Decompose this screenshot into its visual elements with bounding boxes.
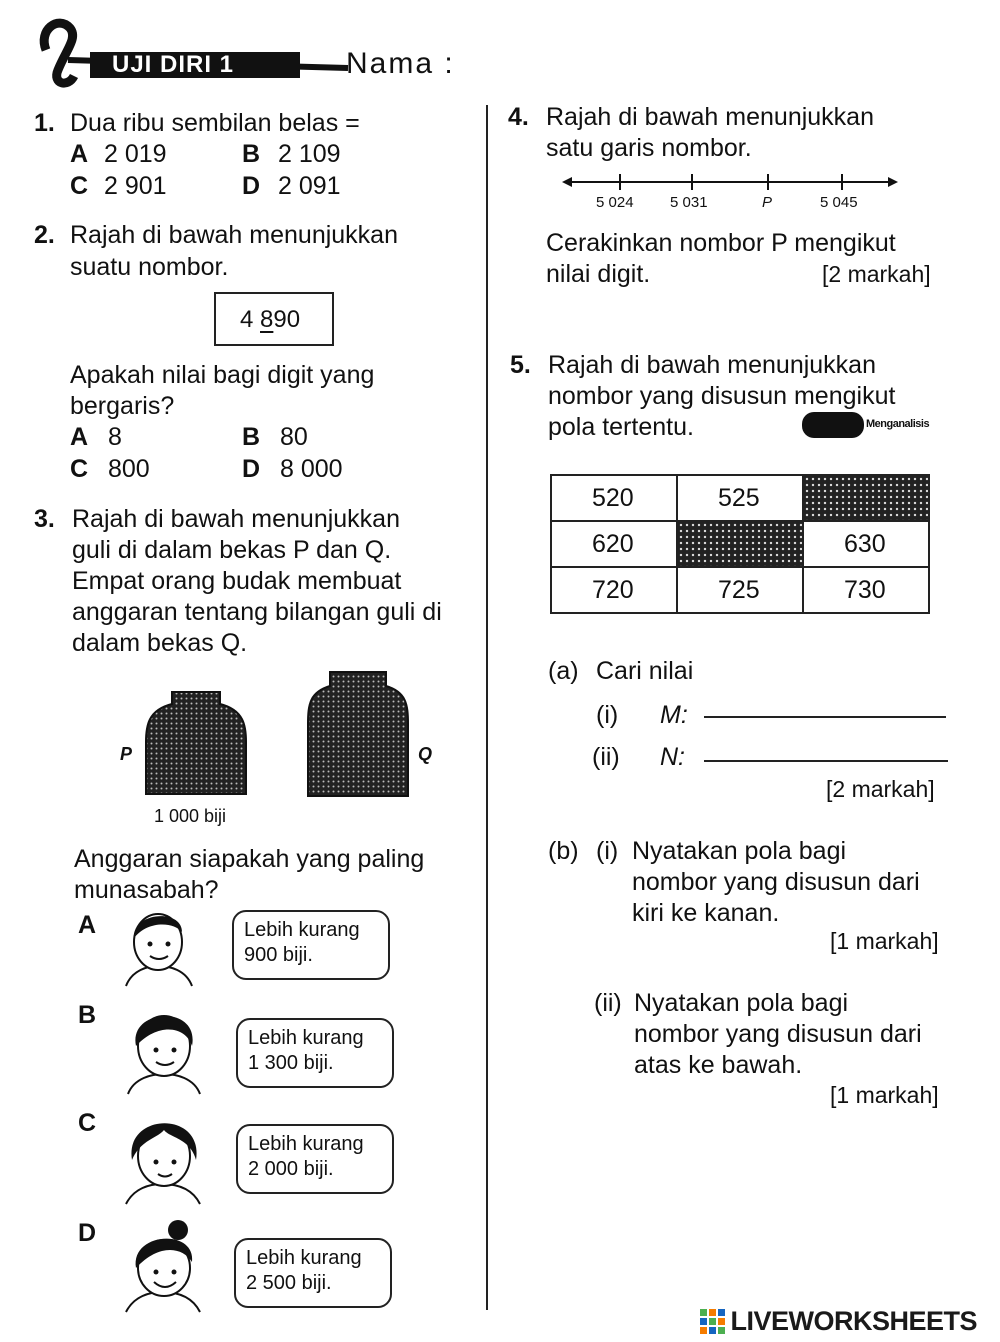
part-b-i-label: (i) — [596, 837, 619, 865]
q3-line4: anggaran tentang bilangan guli di — [72, 598, 442, 626]
q1-option-a-letter[interactable]: A — [70, 140, 89, 168]
q2-option-a-value[interactable]: 8 — [108, 423, 122, 451]
jar-p-icon — [144, 686, 248, 800]
speech-b-line1: Lebih kurang — [248, 1027, 364, 1049]
speech-d-line1: Lebih kurang — [246, 1247, 362, 1269]
q3-number: 3. — [34, 505, 55, 533]
q2-option-c-letter[interactable]: C — [70, 455, 89, 483]
part-b-label: (b) — [548, 837, 579, 865]
speech-a-line1: Lebih kurang — [244, 919, 360, 941]
q3-option-b-letter[interactable]: B — [78, 1001, 97, 1029]
part-b-ii-line3: atas ke bawah. — [634, 1051, 803, 1079]
q4-number: 4. — [508, 103, 529, 131]
speech-bubble-c[interactable] — [236, 1124, 394, 1194]
q4-marks: [2 markah] — [822, 261, 931, 287]
badge-blob — [802, 412, 864, 438]
q1-option-b-value[interactable]: 2 109 — [278, 140, 341, 168]
part-b-ii-line1: Nyatakan pola bagi — [634, 989, 849, 1017]
header-banner — [28, 10, 358, 90]
liveworksheets-logo-icon — [700, 1309, 726, 1335]
part-b-i-line3: kiri ke kanan. — [632, 899, 780, 927]
column-divider — [486, 105, 488, 1310]
number-box — [214, 292, 334, 346]
q2-line1: Rajah di bawah menunjukkan — [70, 221, 398, 249]
jar-q-icon — [306, 664, 410, 802]
q3-question-line2: munasabah? — [74, 876, 219, 904]
answer-line-m[interactable] — [704, 716, 946, 718]
q3-option-c-letter[interactable]: C — [78, 1109, 97, 1137]
q2-option-b-value[interactable]: 80 — [280, 423, 308, 451]
q4-line1: Rajah di bawah menunjukkan — [546, 103, 874, 131]
brand-name: LIVEWORKSHEETS — [730, 1306, 977, 1336]
q3-question-line1: Anggaran siapakah yang paling — [74, 845, 425, 873]
part-b-i-marks: [1 markah] — [830, 928, 939, 954]
speech-bubble-d[interactable] — [234, 1238, 392, 1308]
part-a-ii-var: N: — [660, 743, 685, 771]
liveworksheets-logo[interactable] — [700, 1306, 977, 1336]
q2-option-b-letter[interactable]: B — [242, 423, 261, 451]
part-a-i-label: (i) — [596, 701, 619, 729]
q2-option-a-letter[interactable]: A — [70, 423, 89, 451]
grid-cell: 730 — [803, 567, 929, 613]
number-box-before: 4 — [240, 306, 261, 333]
part-a-label: (a) — [548, 657, 579, 685]
part-a-i-var: M: — [660, 701, 688, 729]
jar-p-caption: 1 000 biji — [154, 806, 227, 826]
number-line — [560, 170, 900, 190]
tick-label-1: 5 024 — [596, 194, 634, 211]
grid-row-2 — [551, 521, 929, 567]
q3-line3: Empat orang budak membuat — [72, 567, 402, 595]
q2-option-d-value[interactable]: 8 000 — [280, 455, 343, 483]
tick-label-4: 5 045 — [820, 194, 858, 211]
speech-d-line2: 2 500 biji. — [246, 1272, 332, 1294]
part-a-marks: [2 markah] — [826, 776, 935, 802]
jar-p-label: P — [120, 744, 133, 764]
grid-cell: 520 — [551, 475, 677, 521]
grid-cell: 725 — [677, 567, 803, 613]
q2-line2: suatu nombor. — [70, 253, 229, 281]
q3-option-d-letter[interactable]: D — [78, 1219, 97, 1247]
part-a-text: Cari nilai — [596, 657, 694, 685]
jar-q-label: Q — [418, 744, 433, 764]
q4-line2: satu garis nombor. — [546, 134, 752, 162]
badge-label: Menganalisis — [866, 418, 930, 430]
q1-option-b-letter[interactable]: B — [242, 140, 261, 168]
tick-label-p: P — [762, 194, 773, 211]
q2-question-line2: bergaris? — [70, 392, 175, 420]
q5-line2: nombor yang disusun mengikut — [548, 382, 896, 410]
grid-cell-m-hidden — [803, 475, 929, 521]
q1-option-d-value[interactable]: 2 091 — [278, 172, 341, 200]
grid-cell: 720 — [551, 567, 677, 613]
grid-cell: 630 — [803, 521, 929, 567]
q1-text: Dua ribu sembilan belas = — [70, 109, 360, 137]
speech-c-line2: 2 000 biji. — [248, 1158, 334, 1180]
part-b-ii-marks: [1 markah] — [830, 1082, 939, 1108]
q2-number: 2. — [34, 221, 55, 249]
q5-line3: pola tertentu. — [548, 413, 694, 441]
q3-line1: Rajah di bawah menunjukkan — [72, 505, 400, 533]
q1-option-d-letter[interactable]: D — [242, 172, 261, 200]
part-a-ii-label: (ii) — [592, 743, 620, 771]
pattern-grid — [550, 474, 930, 614]
part-b-ii-line2: nombor yang disusun dari — [634, 1020, 922, 1048]
q2-option-d-letter[interactable]: D — [242, 455, 261, 483]
speech-c-line1: Lebih kurang — [248, 1133, 364, 1155]
q3-line2: guli di dalam bekas P dan Q. — [72, 536, 392, 564]
part-b-i-line2: nombor yang disusun dari — [632, 868, 920, 896]
underlined-digit: 8 — [260, 306, 274, 333]
girl-bun-face-icon — [118, 1218, 208, 1314]
grid-cell-n-hidden — [677, 521, 803, 567]
grid-cell: 620 — [551, 521, 677, 567]
part-b-ii-label: (ii) — [594, 989, 622, 1017]
q4-task-line1: Cerakinkan nombor P mengikut — [546, 229, 896, 257]
q1-option-c-value[interactable]: 2 901 — [104, 172, 167, 200]
q1-number: 1. — [34, 109, 55, 137]
q3-line5: dalam bekas Q. — [72, 629, 248, 657]
child-face-icon — [118, 1108, 208, 1206]
q2-option-c-value[interactable]: 800 — [108, 455, 150, 483]
answer-line-n[interactable] — [704, 760, 948, 762]
q5-line1: Rajah di bawah menunjukkan — [548, 351, 876, 379]
q4-task-line2: nilai digit. — [546, 260, 651, 288]
girl-face-icon — [118, 1000, 208, 1096]
q1-option-c-letter[interactable]: C — [70, 172, 89, 200]
speech-bubble-a[interactable] — [232, 910, 390, 980]
q1-option-a-value[interactable]: 2 019 — [104, 140, 167, 168]
name-label: Nama : — [346, 47, 455, 80]
q5-number: 5. — [510, 351, 531, 379]
speech-a-line2: 900 biji. — [244, 944, 313, 966]
boy-face-icon — [118, 902, 198, 988]
number-box-after: 90 — [273, 306, 301, 333]
q3-option-a-letter[interactable]: A — [78, 911, 97, 939]
speech-bubble-b[interactable] — [236, 1018, 394, 1088]
grid-row-3 — [551, 567, 929, 613]
grid-row-1 — [551, 475, 929, 521]
q2-question-line1: Apakah nilai bagi digit yang — [70, 361, 375, 389]
tick-label-2: 5 031 — [670, 194, 708, 211]
header-title: UJI DIRI 1 — [112, 51, 235, 78]
speech-b-line2: 1 300 biji. — [248, 1052, 334, 1074]
grid-cell: 525 — [677, 475, 803, 521]
part-b-i-line1: Nyatakan pola bagi — [632, 837, 847, 865]
